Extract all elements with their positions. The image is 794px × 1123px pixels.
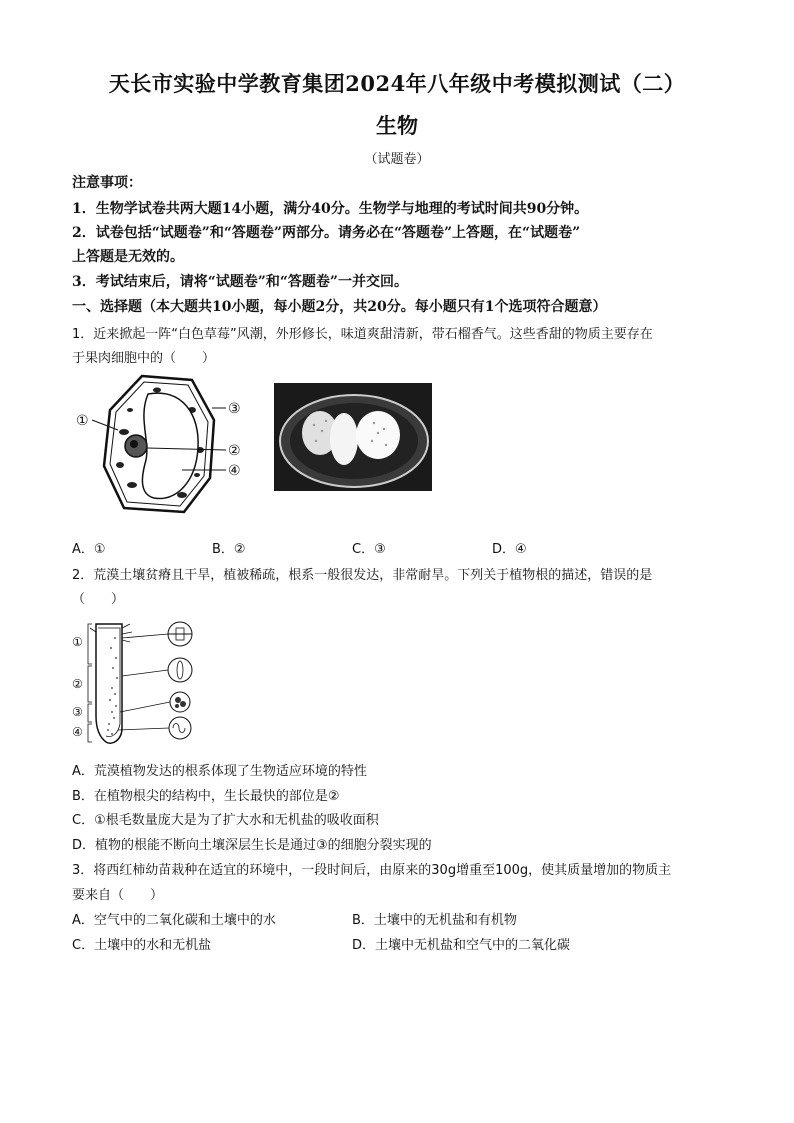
root-label-1: ① (72, 635, 83, 649)
note-item: 1．生物学试卷共两大题14小题，满分40分。生物学与地理的考试时间共90分钟。 (72, 201, 589, 217)
cell-label-2: ② (228, 443, 241, 459)
q3-stem-line2: 要来自（ ） (72, 888, 164, 903)
q3-option-d: D．土壤中无机盐和空气中的二氧化碳 (352, 938, 571, 953)
q2-option-c: C．①根毛数量庞大是为了扩大水和无机盐的吸收面积 (72, 813, 379, 828)
cell-label-1: ① (76, 413, 89, 429)
q1-option-d: D．④ (492, 542, 527, 557)
root-label-3: ③ (72, 705, 83, 719)
paper-type-label: （试题卷） (364, 152, 430, 167)
note-item: 2．试卷包括“试题卷”和“答题卷”两部分。请务必在“答题卷”上答题，在“试题卷” (72, 225, 581, 241)
root-label-4: ④ (72, 725, 83, 739)
q1-stem-line2: 于果肉细胞中的（ ） (72, 351, 216, 366)
note-item: 3．考试结束后，请将“试题卷”和“答题卷”一并交回。 (72, 274, 408, 290)
q3-option-a: A．空气中的二氧化碳和土壤中的水 (72, 913, 276, 928)
section-heading: 一、选择题（本大题共10小题，每小题2分，共20分。每小题只有1个选项符合题意） (72, 299, 607, 315)
exam-title: 天长市实验中学教育集团2024年八年级中考模拟测试（二） (108, 71, 686, 96)
q1-option-b: B．② (212, 542, 246, 557)
q2-stem-line2: （ ） (72, 592, 125, 607)
root-label-2: ② (72, 677, 83, 691)
q3-option-c: C．土壤中的水和无机盐 (72, 938, 212, 953)
q1-stem-line1: 1．近来掀起一阵“白色草莓”风潮，外形修长，味道爽甜清新，带石榴香气。这些香甜的物质主要存在 (72, 327, 653, 342)
cell-label-4: ④ (228, 463, 241, 479)
q2-option-a: A．荒漠植物发达的根系体现了生物适应环境的特性 (72, 764, 367, 779)
q1-option-c: C．③ (352, 542, 386, 557)
plant-cell-diagram (72, 370, 252, 520)
subject-title: 生物 (376, 113, 418, 138)
q1-option-a: A．① (72, 542, 106, 557)
notes-heading: 注意事项： (72, 175, 142, 191)
q2-option-d: D．植物的根能不断向土壤深层生长是通过③的细胞分裂实现的 (72, 838, 432, 853)
q3-option-b: B．土壤中的无机盐和有机物 (352, 913, 517, 928)
note-item: 上答题是无效的。 (72, 249, 184, 265)
q3-stem-line1: 3．将西红柿幼苗栽种在适宜的环境中，一段时间后，由原来的30g增重至100g，使其质量增加的物质主 (72, 863, 672, 878)
q2-stem-line1: 2．荒漠土壤贫瘠且干旱，植被稀疏，根系一般很发达，非常耐旱。下列关于植物根的描述，错误的是 (72, 568, 653, 583)
cell-label-3: ③ (228, 401, 241, 417)
q2-option-b: B．在植物根尖的结构中，生长最快的部位是② (72, 789, 340, 804)
white-strawberry-photo (274, 383, 432, 491)
root-tip-diagram (72, 618, 202, 748)
